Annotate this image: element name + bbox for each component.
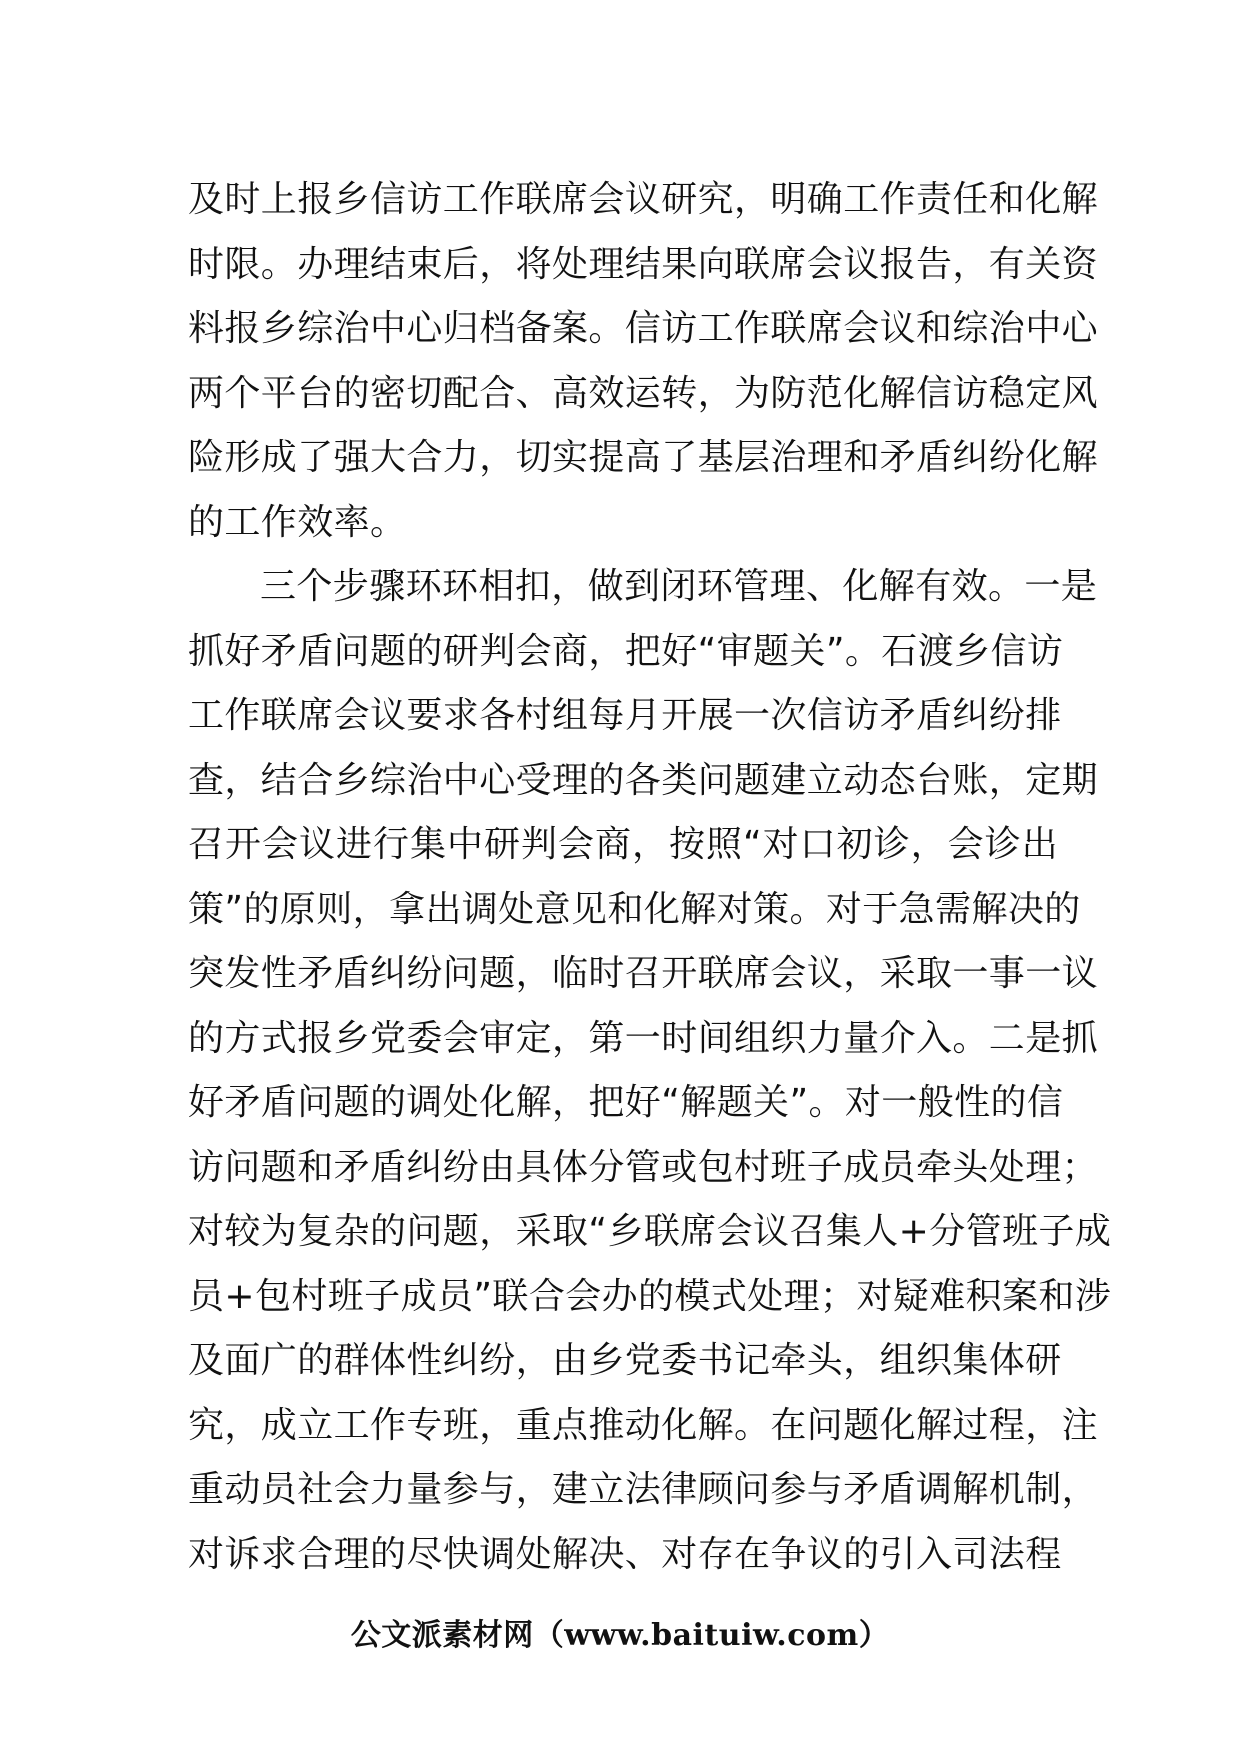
- text-line: 好矛盾问题的调处化解，把好“解题关”。对一般性的信: [188, 1082, 1064, 1123]
- paragraph-1: [188, 168, 1099, 555]
- text-line: 究，成立工作专班，重点推动化解。在问题化解过程，注: [188, 1404, 1099, 1446]
- text-line: 及时上报乡信访工作联席会议研究，明确工作责任和化解: [188, 179, 1099, 220]
- text-line: 工作联席会议要求各村组每月开展一次信访矛盾纠纷排: [188, 695, 1062, 736]
- text-line: 策”的原则，拿出调处意见和化解对策。对于急需解决的: [188, 888, 1081, 930]
- paragraph-2: [188, 555, 1112, 1587]
- page-footer-watermark: 公文派素材网（www.baituiw.com）: [350, 1618, 890, 1653]
- text-line: 员+包村班子成员”联合会办的模式处理；对疑难积案和涉: [188, 1275, 1112, 1317]
- text-line: 及面广的群体性纠纷，由乡党委书记牵头，组织集体研: [188, 1340, 1062, 1381]
- body-text: [188, 168, 1112, 1587]
- text-line: 对较为复杂的问题，采取“乡联席会议召集人+分管班子成: [188, 1211, 1112, 1252]
- text-line: 料报乡综治中心归档备案。信访工作联席会议和综治中心: [188, 308, 1099, 349]
- text-line: 召开会议进行集中研判会商，按照“对口初诊，会诊出: [188, 824, 1058, 865]
- text-line: 的方式报乡党委会审定，第一时间组织力量介入。二是抓: [188, 1017, 1099, 1059]
- text-line: 时限。办理结束后，将处理结果向联席会议报告，有关资: [188, 243, 1099, 285]
- text-line: 抓好矛盾问题的研判会商，把好“审题关”。石渡乡信访: [188, 630, 1064, 672]
- text-line: 突发性矛盾纠纷问题，临时召开联席会议，采取一事一议: [188, 953, 1099, 994]
- text-line: 重动员社会力量参与，建立法律顾问参与矛盾调解机制，: [188, 1469, 1099, 1510]
- text-line: 查，结合乡综治中心受理的各类问题建立动态台账，定期: [188, 759, 1099, 801]
- text-line: 两个平台的密切配合、高效运转，为防范化解信访稳定风: [188, 372, 1099, 414]
- text-line: 对诉求合理的尽快调处解决、对存在争议的引入司法程: [188, 1533, 1062, 1575]
- text-line: 的工作效率。: [188, 501, 407, 543]
- text-line: 三个步骤环环相扣，做到闭环管理、化解有效。一是: [260, 566, 1098, 607]
- text-line: 险形成了强大合力，切实提高了基层治理和矛盾纠纷化解: [188, 437, 1099, 478]
- text-line: 访问题和矛盾纠纷由具体分管或包村班子成员牵头处理；: [188, 1146, 1099, 1188]
